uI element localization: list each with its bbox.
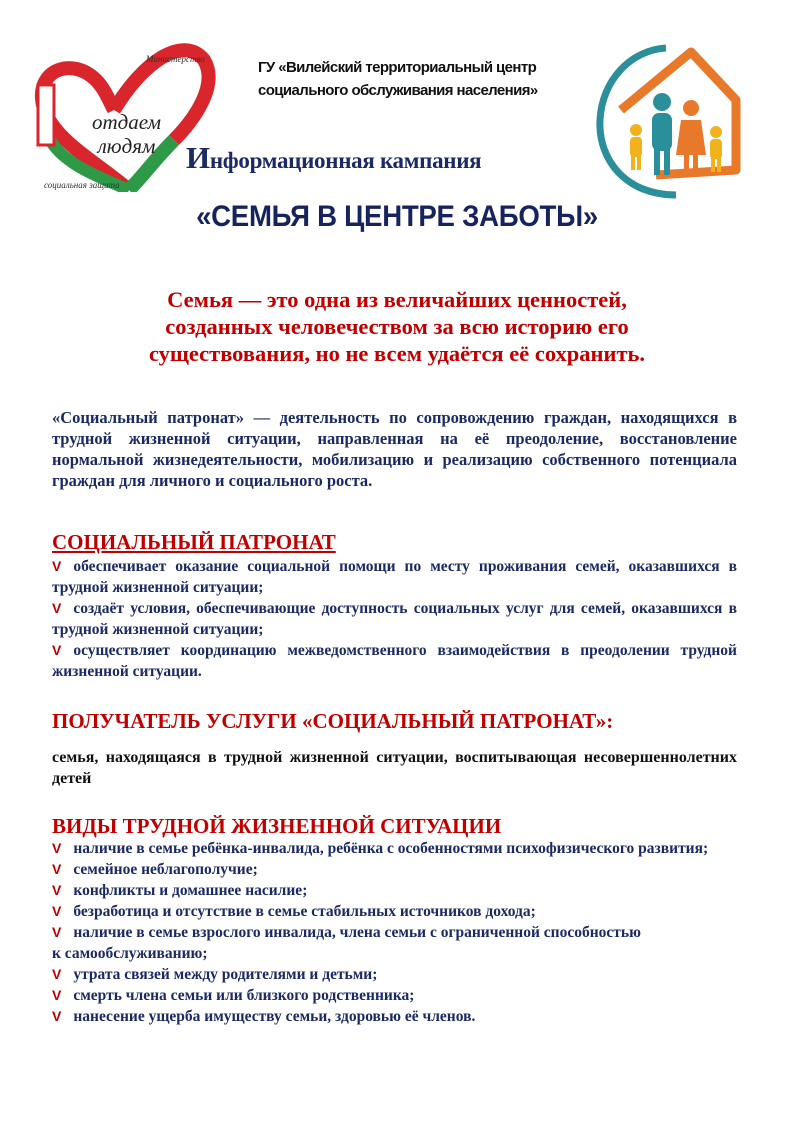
section-heading-situations: ВИДЫ ТРУДНОЙ ЖИЗНЕННОЙ СИТУАЦИИ bbox=[52, 814, 502, 838]
check-v-icon: V bbox=[52, 600, 62, 616]
check-v-icon: V bbox=[52, 987, 62, 1003]
list-item bbox=[52, 985, 737, 1006]
patronage-list bbox=[52, 556, 737, 682]
campaign-initial: И bbox=[186, 140, 210, 175]
list-item-text: наличие в семье ребёнка-инвалида, ребёнка с особенностями психофизического развития; bbox=[73, 840, 709, 857]
check-v-icon: V bbox=[52, 861, 62, 877]
list-item-text: нанесение ущерба имуществу семьи, здоровью её членов. bbox=[73, 1008, 476, 1025]
check-v-icon: V bbox=[52, 558, 62, 574]
svg-text:Министерство: Министерство bbox=[146, 54, 205, 64]
list-item bbox=[52, 880, 737, 901]
list-item bbox=[52, 859, 737, 880]
quote-line: созданных человечеством за всю историю его bbox=[165, 314, 629, 339]
check-v-icon: V bbox=[52, 903, 62, 919]
list-item-text: осуществляет координацию межведомственного взаимодействия в преодолении трудной жизненной ситуации. bbox=[52, 642, 737, 680]
organization-name bbox=[258, 56, 538, 102]
campaign-rest: нформационная кампания bbox=[209, 148, 482, 173]
family-house-icon bbox=[596, 40, 756, 200]
list-item-text: безработица и отсутствие в семье стабильных источников дохода; bbox=[73, 903, 536, 920]
logo-text-2: людям bbox=[97, 134, 156, 158]
quote-line: Семья — это одна из величайших ценностей, bbox=[167, 287, 627, 312]
list-item bbox=[52, 901, 737, 922]
list-item-text: создаёт условия, обеспечивающие доступность социальных услуг для семей, оказавшихся в трудной жизненной ситуации; bbox=[52, 600, 737, 638]
check-v-icon: V bbox=[52, 924, 62, 940]
check-v-icon: V bbox=[52, 642, 62, 658]
check-v-icon: V bbox=[52, 966, 62, 982]
definition-paragraph: «Социальный патронат» — деятельность по сопровождению граждан, находящихся в трудной жизненной ситуации, направленная на её преодоление, восстановление нормальной жизнедеятельности, мобилизацию и реализацию собственного потенциала граждан для личного и социального роста. bbox=[52, 408, 737, 490]
list-item bbox=[52, 1006, 737, 1027]
list-item bbox=[52, 640, 737, 682]
list-item bbox=[52, 964, 737, 985]
org-line-2: социального обслуживания населения» bbox=[258, 82, 538, 99]
campaign-label bbox=[186, 140, 481, 176]
list-item bbox=[52, 838, 737, 859]
section-heading-recipient: ПОЛУЧАТЕЛЬ УСЛУГИ «СОЦИАЛЬНЫЙ ПАТРОНАТ»: bbox=[52, 709, 614, 733]
family-house-logo bbox=[596, 40, 756, 200]
quote bbox=[60, 286, 734, 367]
list-item-text: семейное неблагополучие; bbox=[73, 861, 258, 878]
list-item bbox=[52, 556, 737, 598]
situations-list bbox=[52, 838, 737, 1027]
check-v-icon: V bbox=[52, 840, 62, 856]
recipient-text: семья, находящаяся в трудной жизненной ситуации, воспитывающая несовершеннолетних детей bbox=[52, 749, 737, 787]
quote-line: существования, но не всем удаётся её сохранить. bbox=[148, 341, 646, 366]
section-heading-patronage: СОЦИАЛЬНЫЙ ПАТРОНАТ bbox=[52, 530, 336, 554]
check-v-icon: V bbox=[52, 1008, 62, 1024]
page-title: «СЕМЬЯ В ЦЕНТРЕ ЗАБОТЫ» bbox=[196, 200, 598, 233]
org-line-1: ГУ «Вилейский территориальный центр bbox=[258, 59, 537, 76]
svg-text:социальная защита: социальная защита bbox=[44, 180, 120, 190]
list-item bbox=[52, 922, 737, 964]
list-item-text: утрата связей между родителями и детьми; bbox=[73, 966, 378, 983]
list-item-text: смерть члена семьи или близкого родственника; bbox=[73, 987, 415, 1004]
check-v-icon: V bbox=[52, 882, 62, 898]
logo-text-1: отдаем bbox=[92, 110, 161, 134]
list-item-text: конфликты и домашнее насилие; bbox=[73, 882, 308, 899]
list-item-text: обеспечивает оказание социальной помощи по месту проживания семей, оказавшихся в трудной жизненной ситуации; bbox=[52, 558, 737, 596]
list-item-text: наличие в семье взрослого инвалида, члена семьи с ограниченной способностью к самообслуживанию; bbox=[52, 924, 641, 962]
list-item bbox=[52, 598, 737, 640]
